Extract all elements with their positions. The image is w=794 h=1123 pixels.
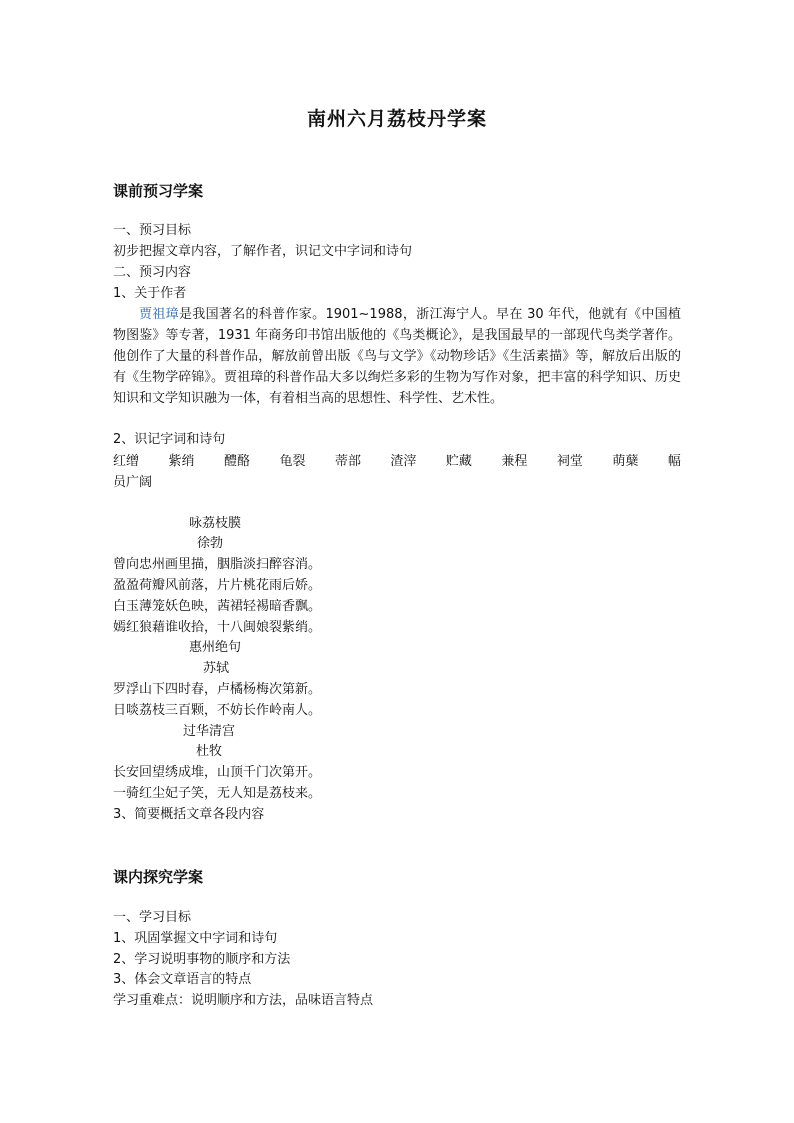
poem-author: 徐勃 (197, 536, 224, 551)
preview-goal-text: 初步把握文章内容，了解作者，识记文中字词和诗句 (113, 244, 413, 259)
poem-title: 过华清宫 (183, 724, 236, 739)
summary-task: 3、简要概括文章各段内容 (113, 807, 265, 822)
poem-line: 曾向忠州画里描，胭脂淡扫醉容消。 (113, 557, 322, 572)
vocab-word: 萌蘖 (612, 454, 639, 469)
poem-author: 杜牧 (196, 744, 223, 759)
author-name: 贾祖璋 (139, 307, 179, 322)
vocab-word: 蒂部 (334, 454, 361, 469)
vocab-word-tail: 员广阔 (113, 475, 153, 490)
vocab-word: 祠堂 (556, 454, 583, 469)
poem-line: 白玉薄笼妖色映，茜裙轻裼暗香飘。 (113, 599, 322, 614)
poem-author: 苏轼 (203, 661, 230, 676)
vocab-word: 幅 (667, 454, 681, 469)
vocab-word: 兼程 (501, 454, 528, 469)
preview-content-heading: 二、预习内容 (113, 265, 192, 280)
preview-goal-heading: 一、预习目标 (113, 223, 192, 238)
vocab-heading: 2、识记字词和诗句 (113, 432, 226, 447)
author-bio-paragraph (113, 304, 681, 409)
study-goal: 1、巩固掌握文中字词和诗句 (113, 931, 278, 946)
poem-line: 罗浮山下四时春，卢橘杨梅次第新。 (113, 682, 322, 697)
vocab-word: 红缯 (113, 454, 140, 469)
key-points: 学习重难点：说明顺序和方法，品味语言特点 (113, 993, 374, 1008)
document-title: 南州六月荔枝丹学案 (306, 108, 487, 130)
author-bio-text: 是我国著名的科普作家。1901~1988，浙江海宁人。早在 30 年代，他就有《中国植物图鉴》等专著，1931 年商务印书馆出版他的《鸟类概论》，是我国最早的一部现代鸟类学著作。他创作了大量的科普作品，解放前曾出版《鸟与文学》《动物珍话》《生活素描》等，解放后出版的有《生物学碎锦》。贾祖璋的科普作品大多以绚烂多彩的生物为写作对象，把丰富的科学知识、历史知识和文学知识融为一体，有着相当高的思想性、科学性、艺术性。 (113, 307, 681, 406)
about-author-heading: 1、关于作者 (113, 286, 187, 301)
vocab-word: 龟裂 (279, 454, 306, 469)
poem-line: 盈盈荷瓣风前落，片片桃花雨后娇。 (113, 578, 322, 593)
section-heading-preview: 课前预习学案 (113, 182, 204, 200)
vocab-word: 紫绡 (168, 454, 195, 469)
vocab-word: 醴酪 (223, 454, 250, 469)
study-goal: 3、体会文章语言的特点 (113, 972, 252, 987)
poem-line: 长安回望绣成堆，山顶千门次第开。 (113, 765, 322, 780)
poem-line: 嫣红狼藉谁收拾，十八闽娘裂紫绡。 (113, 620, 322, 635)
vocab-list (113, 451, 681, 493)
poem-line: 一骑红尘妃子笑，无人知是荔枝来。 (113, 786, 322, 801)
vocab-word: 渣滓 (390, 454, 417, 469)
poem-title: 惠州绝句 (189, 640, 242, 655)
poem-line: 日啖荔枝三百颗，不妨长作岭南人。 (113, 703, 322, 718)
study-goal-heading: 一、学习目标 (113, 910, 192, 925)
poem-title: 咏荔枝膜 (189, 516, 242, 531)
section-heading-inclass: 课内探究学案 (113, 868, 204, 886)
vocab-word: 贮藏 (445, 454, 472, 469)
study-goal: 2、学习说明事物的顺序和方法 (113, 952, 291, 967)
